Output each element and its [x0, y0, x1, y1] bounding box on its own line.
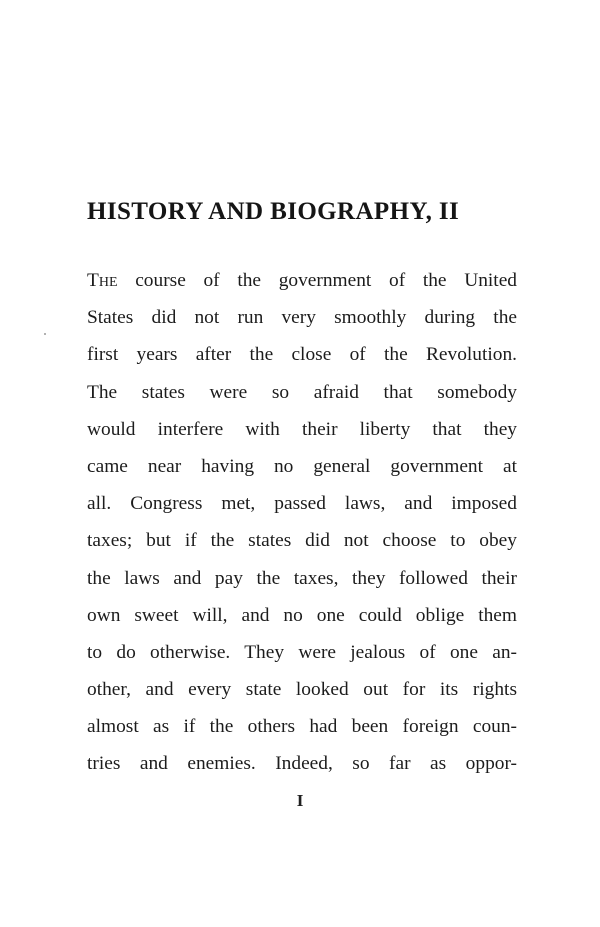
text-line-11: to do otherwise. They were jealous of one an-	[87, 641, 517, 663]
text-line-8: taxes; but if the states did not choose to obey	[87, 530, 517, 552]
text-line-1	[87, 262, 517, 299]
text-line-5: would interfere with their liberty that they	[87, 418, 517, 440]
text-line-6: came near having no general government at	[87, 455, 517, 477]
text-line-3: first years after the close of the Revolution.	[87, 344, 517, 366]
text-line-1-rest: course of the government of the United	[117, 270, 517, 291]
text-line-12: other, and every state looked out for its rights	[87, 679, 517, 701]
text-line-2: States did not run very smoothly during the	[87, 307, 517, 329]
text-line-4: The states were so afraid that somebody	[87, 381, 517, 403]
text-line-14: tries and enemies. Indeed, so far as oppor-	[87, 753, 517, 775]
lead-word: The	[87, 270, 118, 291]
body-text	[87, 262, 517, 783]
text-line-9: the laws and pay the taxes, they followed their	[87, 567, 517, 589]
paper-speck	[44, 333, 46, 335]
text-line-13: almost as if the others had been foreign coun-	[87, 716, 517, 738]
chapter-title: HISTORY AND BIOGRAPHY, II	[87, 198, 460, 225]
page-number: I	[296, 791, 304, 810]
text-line-7: all. Congress met, passed laws, and imposed	[87, 493, 517, 515]
text-line-10: own sweet will, and no one could oblige them	[87, 604, 517, 626]
